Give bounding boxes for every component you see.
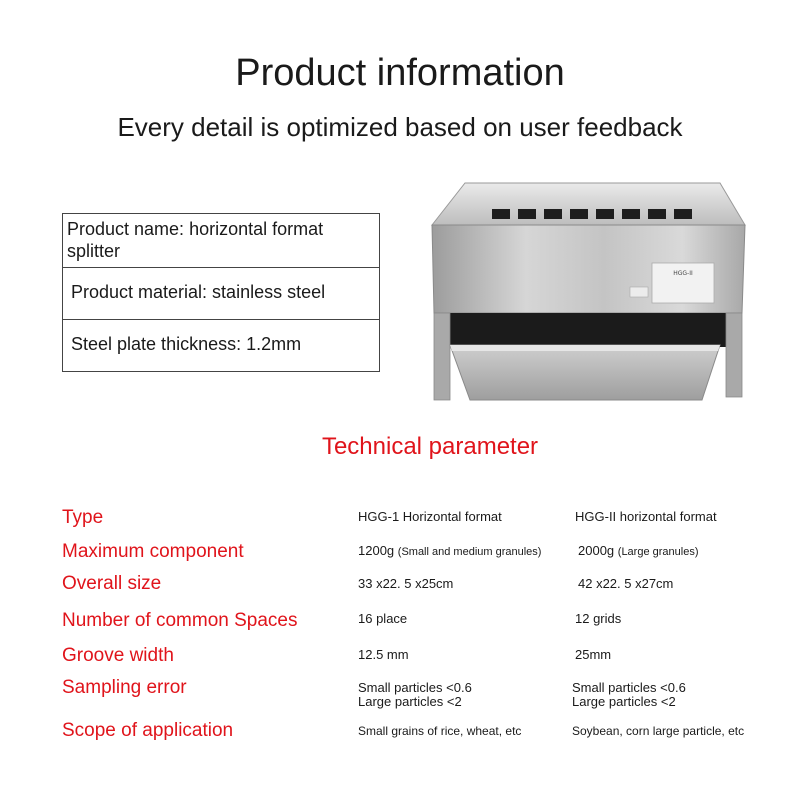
sampling-error-col1-line1: Small particles <0.6 (358, 680, 472, 695)
scope-col1: Small grains of rice, wheat, etc (358, 724, 522, 738)
product-image (420, 175, 760, 415)
param-label-overall-size: Overall size (62, 573, 162, 594)
overall-size-col2: 42 x22. 5 x27cm (578, 576, 674, 591)
page-subtitle: Every detail is optimized based on user feedback (117, 112, 683, 142)
common-spaces-col1: 16 place (358, 611, 408, 626)
product-name-row: Product name: horizontal format splitter (63, 214, 379, 268)
param-label-scope: Scope of application (62, 720, 234, 741)
type-col1: HGG-1 Horizontal format (358, 509, 502, 524)
max-component-col2: 2000g (Large granules) (578, 543, 699, 558)
max-component-col1: 1200g (Small and medium granules) (358, 543, 542, 558)
scope-col2: Soybean, corn large particle, etc (572, 724, 745, 738)
product-info-table (62, 213, 380, 372)
sampling-error-col1 (358, 681, 472, 709)
product-label-text: HGG-II (673, 270, 693, 277)
overall-size-col1: 33 x22. 5 x25cm (358, 576, 454, 591)
sampling-error-col2-line2: Large particles <2 (572, 694, 676, 709)
common-spaces-col2: 12 grids (575, 611, 622, 626)
param-label-type: Type (62, 507, 104, 528)
param-label-groove-width: Groove width (62, 645, 174, 666)
product-label (652, 263, 714, 303)
groove-width-col2: 25mm (575, 647, 612, 662)
groove-width-col1: 12.5 mm (358, 647, 409, 662)
param-label-sampling-error: Sampling error (62, 677, 187, 698)
param-label-max-component: Maximum component (62, 541, 244, 562)
steel-thickness-row: Steel plate thickness: 1.2mm (71, 334, 302, 354)
sampling-error-col1-line2: Large particles <2 (358, 694, 462, 709)
technical-parameter-title: Technical parameter (321, 433, 539, 460)
type-col2: HGG-II horizontal format (575, 509, 717, 524)
product-material-row: Product material: stainless steel (63, 268, 379, 320)
sampling-error-col2 (572, 681, 686, 709)
param-label-common-spaces: Number of common Spaces (62, 610, 298, 631)
sampling-error-col2-line1: Small particles <0.6 (572, 680, 686, 695)
page-title: Product information (235, 52, 565, 94)
